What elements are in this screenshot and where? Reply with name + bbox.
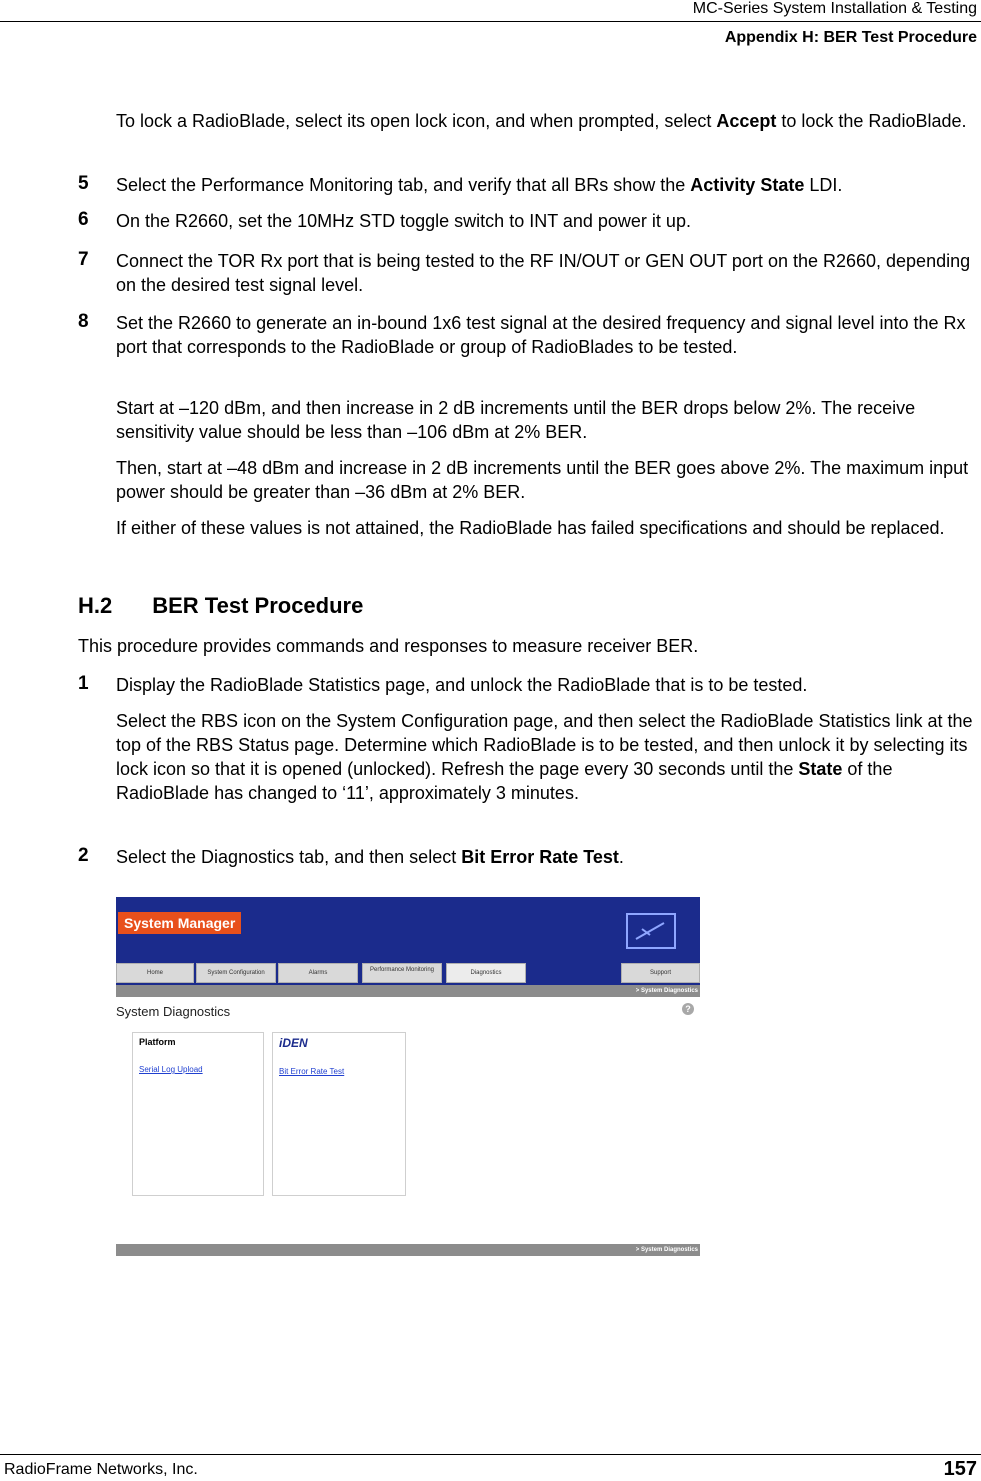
- step-number: 6: [78, 209, 89, 230]
- step-text: On the R2660, set the 10MHz STD toggle switch to INT and power it up.: [116, 211, 691, 231]
- step-detail-paragraph: Then, start at –48 dBm and increase in 2 dB increments until the BER goes above 2%. The maximum input power should be greater than –36 dBm at 2% BER.: [116, 458, 969, 502]
- appendix-title: Appendix H: BER Test Procedure: [724, 29, 977, 46]
- main-tabs: [116, 963, 700, 985]
- step-number: 5: [78, 173, 89, 194]
- step-detail-paragraph: If either of these values is not attained, the RadioBlade has failed specifications and should be replaced.: [116, 518, 945, 538]
- header-rule: [0, 21, 981, 22]
- intro-paragraph: To lock a RadioBlade, select its open lock icon, and when prompted, select Accept to lock the RadioBlade.: [116, 111, 967, 131]
- step-detail-paragraph: Select the RBS icon on the System Configuration page, and then select the RadioBlade Statistics link at the top of the RBS Status page. Determine which RadioBlade is to be tested, and then unlock it by selecting its lock icon so that it is opened (unlocked). Refresh the page every 30 seconds until the State of the RadioBlade has changed to ‘11’, approximately 3 minutes.: [116, 711, 973, 803]
- help-icon[interactable]: ?: [682, 1003, 694, 1015]
- app-title: System Manager: [118, 912, 241, 934]
- breadcrumb: > System Diagnostics: [635, 988, 698, 994]
- tab-diagnostics[interactable]: Diagnostics: [446, 963, 526, 983]
- step-number: 8: [78, 311, 89, 332]
- page-number: 157: [943, 1458, 977, 1480]
- step-number: 1: [78, 673, 89, 694]
- step-text: Set the R2660 to generate an in-bound 1x6 test signal at the desired frequency and signal level into the Rx port that corresponds to the RadioBlade or group of RadioBlades to be tested.: [116, 313, 966, 357]
- tab-home[interactable]: Home: [116, 963, 194, 983]
- step-text: Connect the TOR Rx port that is being tested to the RF IN/OUT or GEN OUT port on the R2660, depending on the desired test signal level.: [116, 251, 971, 295]
- step-detail-paragraph: Start at –120 dBm, and then increase in 2 dB increments until the BER drops below 2%. The receive sensitivity value should be less than –106 dBm at 2% BER.: [116, 398, 916, 442]
- iden-logo: iDEN: [279, 1036, 308, 1050]
- step-text: Select the Performance Monitoring tab, and verify that all BRs show the Activity State LDI.: [116, 175, 843, 195]
- tab-support[interactable]: Support: [621, 963, 700, 983]
- page-title: System Diagnostics: [116, 1004, 231, 1019]
- platform-title: Platform: [139, 1037, 176, 1047]
- footer-bar: [116, 1244, 700, 1256]
- company-name: RadioFrame Networks, Inc.: [4, 1461, 198, 1478]
- breadcrumb-bar: [116, 985, 700, 997]
- step-text: Display the RadioBlade Statistics page, and unlock the RadioBlade that is to be tested.: [116, 675, 808, 695]
- step-text: Select the Diagnostics tab, and then select Bit Error Rate Test.: [116, 847, 624, 867]
- section-intro: This procedure provides commands and responses to measure receiver BER.: [78, 636, 699, 656]
- tab-system-configuration[interactable]: System Configuration: [196, 963, 276, 983]
- tab-performance-monitoring[interactable]: Performance Monitoring: [362, 963, 442, 983]
- step-number: 2: [78, 845, 89, 866]
- app-banner: [116, 897, 700, 963]
- radioframe-logo-icon: [626, 913, 676, 949]
- platform-panel: [132, 1032, 264, 1196]
- footer-breadcrumb: > System Diagnostics: [635, 1247, 698, 1253]
- tab-alarms[interactable]: Alarms: [278, 963, 358, 983]
- footer-rule: [0, 1454, 981, 1455]
- document-title: MC-Series System Installation & Testing: [692, 0, 977, 17]
- section-heading: H.2 BER Test Procedure: [78, 593, 364, 618]
- system-diagnostics-screenshot: [116, 897, 700, 1259]
- iden-panel: [272, 1032, 406, 1196]
- bit-error-rate-test-link[interactable]: Bit Error Rate Test: [279, 1067, 345, 1076]
- serial-log-upload-link[interactable]: Serial Log Upload: [139, 1065, 203, 1074]
- step-number: 7: [78, 249, 89, 270]
